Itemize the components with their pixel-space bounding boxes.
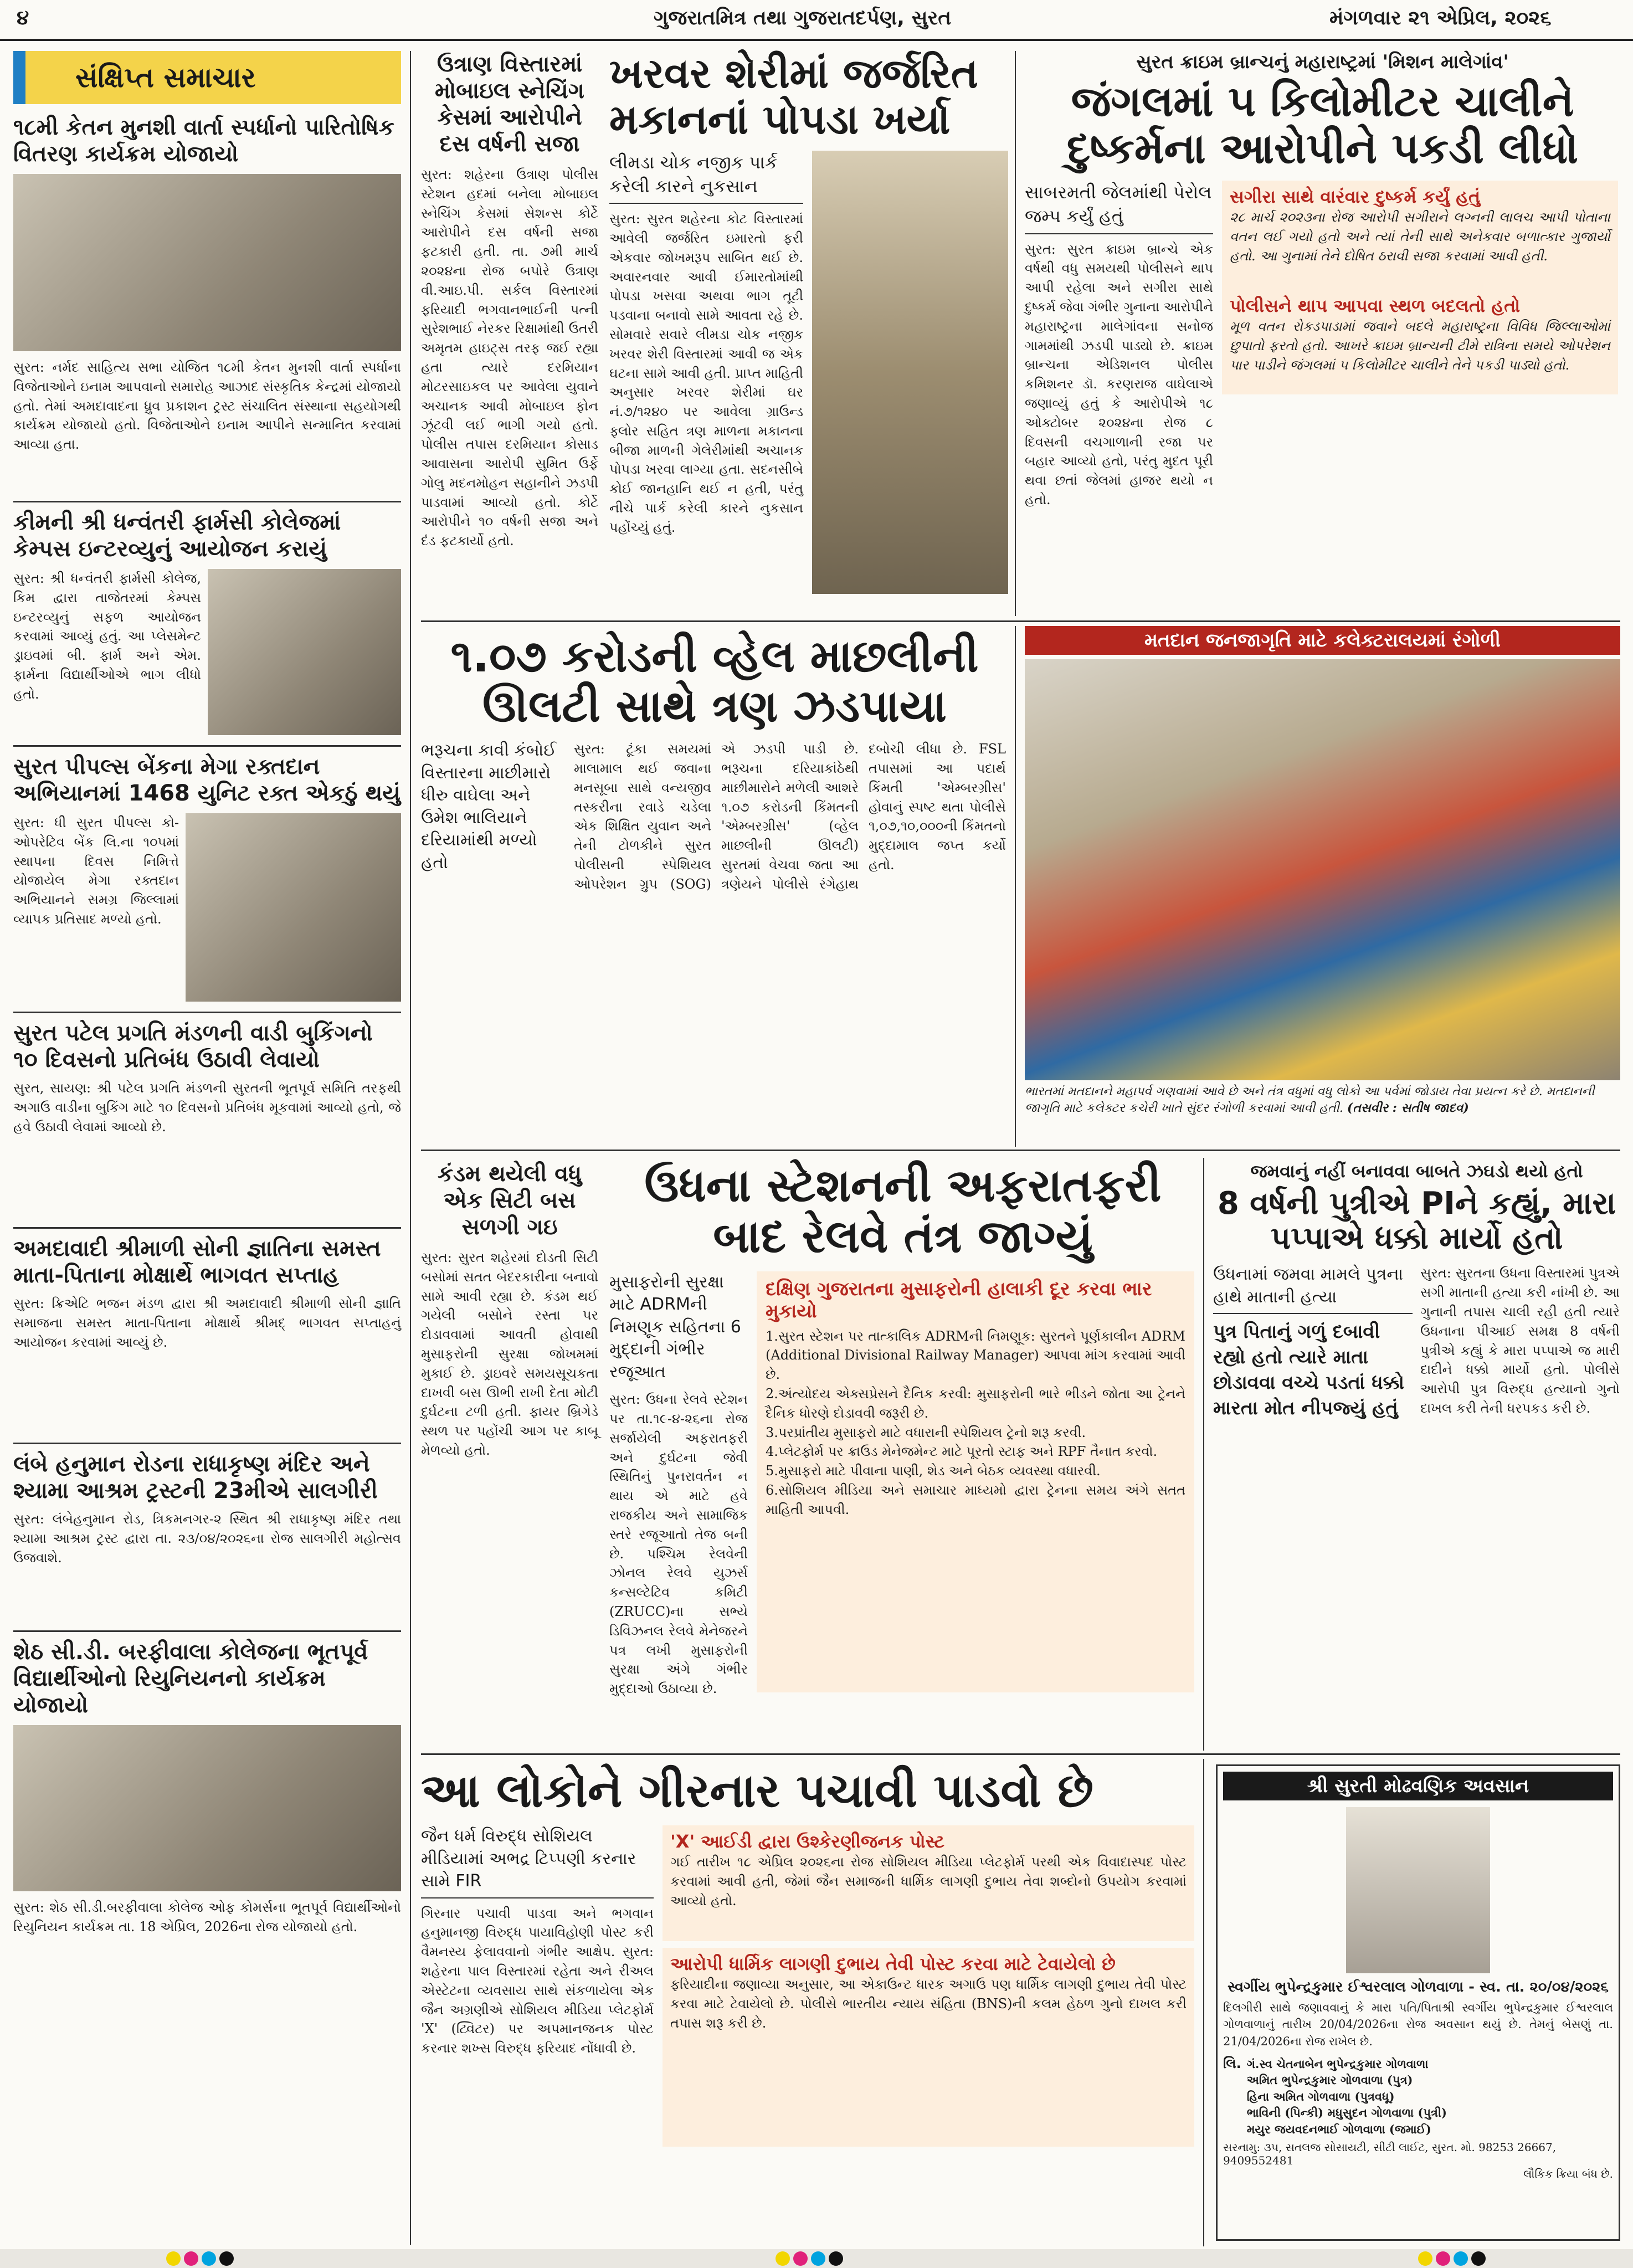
story-girnar-headline: આ લોકોને ગીરનાર પચાવી પાડવો છે — [421, 1763, 1093, 1818]
story-station-headline: ઉધના સ્ટેશનની અફરાતફરી બાદ રેલવે તંત્ર જાગ્યું — [644, 1159, 1162, 1263]
obituary-title: શ્રી સુરતી મોઢવણિક અવસાન — [1223, 1772, 1613, 1800]
family-member: ભાવિની (પિન્કી) મધુસુદન ગોળવાળા (પુત્રી) — [1246, 2106, 1447, 2120]
black-dot-icon — [829, 2251, 843, 2266]
page-number: ૪ — [17, 7, 29, 29]
station-box-point: 5.મુસાફરો માટે પીવાના પાણી, શેડ અને બેઠક વ્યવસ્થા વધારવી. — [766, 1463, 1101, 1479]
brief-title: સંક્ષિપ્ત સમાચાર — [75, 61, 256, 94]
story-mobile-body: સુરત: શહેરના ઉત્રાણ પોલીસ સ્ટેશન હદમાં બનેલા મોબાઇલ સ્નેચિંગ કેસમાં સેશન્સ કોર્ટે આરોપીને દસ વર્ષની સજા ફટકારી હતી. તા. ૭મી માર્ચ ૨૦૨૪ના રોજ બપોરે ઉત્રાણ વી.આઇ.પી. સર્કલ વિસ્તારમાં ફરિયાદી ભગવાનભાઈની પત્ની સુરેશભાઈ નેરકર રિક્ષામાંથી ઉતરી અમૃતમ હાઇટ્સ તરફ જઈ રહ્યા હતા ત્યારે દરમિયાન મોટરસાઇકલ પર આવેલા યુવાને અચાનક આવી મોબાઇલ ફોન ઝૂંટવી લઈ ભાગી ગયો હતો. પોલીસ તપાસ દરમિયાન કોસાડ આવાસના આરોપી સુમિત ઉર્ફે ગોલુ મદનમોહન સહાનીને ઝડપી પાડવામાં આવ્યો હતો. કોર્ટે આરોપીને ૧૦ વર્ષની સજા અને દંડ ફટકાર્યો હતો. — [421, 167, 598, 549]
brief-headline: શેઠ સી.ડી. બરફીવાલા કોલેજના ભૂતપૂર્વ વિદ્યાર્થીઓનો રિયુનિયનનો કાર્યક્રમ યોજાયો — [13, 1639, 368, 1718]
station-box-point: 3.પરપ્રાંતીય મુસાફરો માટે વધારાની સ્પેશિયલ ટ્રેનો શરૂ કરવી. — [766, 1424, 1086, 1440]
row-rule — [421, 1150, 1620, 1151]
cyan-dot-icon — [202, 2251, 216, 2266]
story-girnar — [421, 1764, 1196, 2241]
story-forest-body: સુરત: સુરત ક્રાઇમ બ્રાન્ચે એક વર્ષથી વધુ સમયથી પોલીસને થાપ આપી રહેલા અને સગીરા સાથે દુષ્કર્મ જેવા ગંભીર ગુનાના આરોપીને મહારાષ્ટ્રના માલેગાંવના સનોજ ગામમાંથી ઝડપી પાડ્યો છે. ક્રાઇમ બ્રાન્ચના એડિશનલ પોલીસ કમિશનર ડૉ. કરણરાજ વાઘેલાએ જણાવ્યું હતું કે આરોપીએ ૧૮ ઓક્ટોબર ૨૦૨૪ના રોજ ૮ દિવસની વચગાળાની રજા પર બહાર આવ્યો હતો, પરંતુ મુદત પૂરી થવા છતાં જેલમાં હાજર થયો ન હતો. — [1025, 241, 1213, 507]
obituary-footer: લૌકિક ક્રિયા બંધ છે. — [1523, 2167, 1613, 2180]
brief-item — [13, 1227, 401, 1433]
story-whale-headline: ૧.૦૭ કરોડની વ્હેલ માછલીની ઊલટી સાથે ત્રણ ઝડપાયા — [450, 630, 979, 732]
story-daughter-kicker: જમવાનું નહીં બનાવવા બાબતે ઝઘડો થયો હતો — [1250, 1161, 1583, 1182]
girnar-box2-body: ફરિયાદીના જણાવ્યા અનુસાર, આ એકાઉન્ટ ધારક અગાઉ પણ ધાર્મિક લાગણી દુભાય તેવી પોસ્ટ કરવા માટે ટેવાયેલો છે. પોલીસે ભારતીય ન્યાય સંહિતા (BNS)ની કલમ હેઠળ ગુનો દાખલ કરી તપાસ શરૂ કરી છે. — [670, 1977, 1187, 2031]
building-photo — [812, 151, 1008, 594]
story-forest-deck: સાબરમતી જેલમાંથી પેરોલ જમ્પ કર્યું હતું — [1025, 181, 1213, 234]
brief-body: સુરત: શેઠ સી.ડી.બરફીવાલા કોલેજ ઓફ કોમર્સના ભૂતપૂર્વ વિદ્યાર્થીઓનો રિયુનિયન કાર્યક્રમ તા. 18 એપ્રિલ, 2026ના રોજ યોજાયો હતો. — [13, 1900, 401, 1935]
brief-item — [13, 114, 401, 491]
rangoli-caption: ભારતમાં મતદાનને મહાપર્વ ગણવામાં આવે છે અને તંત્ર વધુમાં વધુ લોકો આ પર્વમાં જોડાય તેવા પ્રયત્ન કરે છે. મતદાનની જાગૃતિ માટે કલેક્ટર કચેરી ખાતે સુંદર રંગોળી કરવામાં આવી હતી. — [1025, 1085, 1595, 1115]
story-bus — [421, 1161, 598, 1748]
station-box-title: દક્ષિણ ગુજરાતના મુસાફરોની હાલાકી દૂર કરવા ભાર મુકાયો — [766, 1277, 1152, 1322]
family-member: હિના અમિત ગોળવાળા (પુત્રવધૂ) — [1246, 2089, 1395, 2103]
story-station-body: સુરત: ઉધના રેલવે સ્ટેશન પર તા.૧૯-૪-૨૬ના રોજ સર્જાયેલી અફરાતફરી અને દુર્ઘટના જેવી સ્થિતિનું પુનરાવર્તન ન થાય એ માટે હવે રાજકીય અને સામાજિક સ્તરે રજૂઆતો તેજ બની છે. પશ્ચિમ રેલવેની ઝોનલ રેલવે યુઝર્સ કન્સલ્ટેટિવ કમિટી (ZRUCC)ના સભ્યે ડિવિઝનલ રેલવે મેનેજરને પત્ર લખી મુસાફરોની સુરક્ષા અંગે ગંભીર મુદ્દાઓ ઉઠાવ્યા છે. — [609, 1392, 748, 1697]
story-forest-sub2-body: મૂળ વતન રોકડપાડામાં જવાને બદલે મહારાષ્ટ્રના વિવિધ જિલ્લાઓમાં છુપાતો ફરતો હતો. આખરે ક્રાઇમ બ્રાન્ચની ટીમે રાત્રિના સમયે ઓપરેશન પાર પાડીને જંગલમાં ૫ કિલોમીટર ચાલીને તેને પકડી પાડ્યો હતો. — [1230, 319, 1610, 373]
girnar-box-1 — [663, 1825, 1194, 1941]
story-building-deck: લીમડા ચોક નજીક પાર્ક કરેલી કારને નુકસાન — [609, 151, 803, 204]
brief-item — [13, 1443, 401, 1620]
girnar-box-2 — [663, 1948, 1194, 2147]
story-rangoli-title: મતદાન જનજાગૃતિ માટે કલેક્ટરાલયમાં રંગોળી — [1025, 626, 1620, 655]
brief-title-bar — [13, 51, 401, 104]
photo-credit: (તસવીર : સતીષ જાદવ) — [1347, 1100, 1469, 1115]
story-building — [609, 51, 1008, 616]
story-building-headline: ખરવર શેરીમાં જર્જરિત મકાનનાં પોપડા ખર્યા — [609, 50, 978, 143]
story-building-body: સુરત: સુરત શહેરના કોટ વિસ્તારમાં આવેલી જર્જરિત ઇમારતો ફરી એકવાર જોખમરૂપ સાબિત થઈ છે. અવારનવાર આવી ઈમારતોમાંથી પોપડા ખસવા અથવા ભાગ તૂટી પડવાના બનાવો સામે આવતા રહે છે. સોમવારે સવારે લીમડા ચોક નજીક ખરવર શેરી વિસ્તારમાં આવી જ એક ઘટના સામે આવી હતી. પ્રાપ્ત માહિતી અનુસાર ખરવર શેરીમાં ઘર નં.૭/૧૨૪૦ પર આવેલા ગ્રાઉન્ડ ફ્લોર સહિત ત્રણ માળના મકાનના બીજા માળની ગેલેરીમાંથી અચાનક પોપડા ખરવા લાગ્યા હતા. સદનસીબે કોઈ જાનહાનિ થઈ ન હતી, પરંતુ નીચે પાર્ક કરેલી કારને નુકસાન પહોંચ્યું હતું. — [609, 211, 803, 535]
story-station-deck: મુસાફરોની સુરક્ષા માટે ADRMની નિમણૂક સહિતના 6 મુદ્દાની ગંભીર રજૂઆત — [609, 1272, 741, 1382]
story-girnar-deck: જૈન ધર્મ વિરુદ્ધ સોશિયલ મીડિયામાં અભદ્ર ટિપ્પણી કરનાર સામે FIR — [421, 1825, 654, 1898]
story-bus-headline: કંડમ થયેલી વધુ એક સિટી બસ સળગી ગઇ — [437, 1161, 582, 1240]
brief-body: સુરત: નર્મદ સાહિત્ય સભા યોજિત ૧૮મી કેતન મુનશી વાર્તા સ્પર્ધાના વિજેતાઓને ઇનામ આપવાનો સમારોહ આઝાદ સંસ્કૃતિક કેન્દ્રમાં યોજાયો હતો. તેમાં અમદાવાદના ધ્રુવ પ્રકાશન ટ્રસ્ટ સંચાલિત સંસ્થાના સહયોગથી કાર્યક્રમ યોજાયો હતો. વિજેતાઓને ઇનામ આપીને સન્માનિત કરવામાં આવ્યા હતા. — [13, 360, 401, 453]
obituary-sign-label: લિ. — [1223, 2056, 1241, 2071]
station-box-point: 2.અંત્યોદય એક્સપ્રેસને દૈનિક કરવી: મુસાફરોની ભારે ભીડને જોતા આ ટ્રેનને દૈનિક ધોરણે દોડાવવી જરૂરી છે. — [766, 1386, 1185, 1421]
story-mobile — [421, 51, 598, 616]
station-box-point: 1.સુરત સ્ટેશન પર તાત્કાલિક ADRMની નિમણૂક: સુરતને પૂર્ણકાલીન ADRM (Additional Divisional Railway Manager) આપવા માંગ કરવામાં આવી છે. — [766, 1328, 1185, 1383]
brief-headline: સુરત પીપલ્સ બેંકના મેગા રક્તદાન અભિયાનમાં 1468 યુનિટ રક્ત એકઠું થયું — [13, 754, 401, 806]
magenta-dot-icon — [793, 2251, 808, 2266]
row-rule — [421, 620, 1620, 622]
family-member: મયુર જયવદનભાઈ ગોળવાળા (જમાઈ) — [1246, 2122, 1431, 2136]
rangoli-caption-wrap — [1025, 1084, 1620, 1139]
brief-body: સુરત, સાયણ: શ્રી પટેલ પ્રગતિ મંડળની સુરતની ભૂતપૂર્વ સમિતિ તરફથી અગાઉ વાડીના બુકિંગ માટે ૧૦ દિવસનો પ્રતિબંધ મૂકવામાં આવ્યો હતો, જે હવે ઉઠાવી લેવામાં આવ્યો છે. — [13, 1080, 401, 1135]
blood-donation-photo — [186, 813, 401, 1002]
brief-item — [13, 501, 401, 735]
story-whale-body: સુરત: ટૂંકા સમયમાં માલામાલ થઈ જવાના મનસૂબા સાથે વન્યજીવ તસ્કરીના રવાડે ચડેલા એક શિક્ષિત યુવાન અને તેની ટોળકીને સુરત પોલીસની સ્પેશિયલ ઓપરેશન ગ્રુપ (SOG) એ ઝડપી પાડી છે. ભરૂચના દરિયાકાંઠેથી માછીમારોને મળેલી આશરે ૧.૦૭ કરોડની કિંમતની 'એમ્બરગ્રીસ' (વ્હેલ માછલીની ઊલટી) સુરતમાં વેચવા જતા આ ત્રણેયને પોલીસે રંગેહાથ દબોચી લીધા છે. FSL તપાસમાં આ પદાર્થ કિંમતી 'એમ્બરગ્રીસ' હોવાનું સ્પષ્ટ થતા પોલીસે ૧,૦૭,૧૦,૦૦૦ની કિંમતનો મુદ્દામાલ જપ્ત કર્યો હતો. — [574, 741, 1006, 892]
story-daughter — [1213, 1161, 1620, 1748]
column-rule — [1203, 1158, 1204, 1751]
story-forest-sub1-body: ૨૮ માર્ચ ૨૦૨૩ના રોજ આરોપી સગીરાને લગ્નની લાલચ આપી પોતાના વતન લઈ ગયો હતો અને ત્યાં તેની સાથે અનેકવાર બળાત્કાર ગુજાર્યો હતો. આ ગુનામાં તેને દોષિત ઠરાવી સજા કરવામાં આવી હતી. — [1230, 209, 1610, 264]
cyan-dot-icon — [1454, 2251, 1468, 2266]
story-bus-body: સુરત: સુરત શહેરમાં દોડતી સિટી બસોમાં સતત બેદરકારીના બનાવો સામે આવી રહ્યા છે. કંડમ થઈ ગયેલી બસોને રસ્તા પર દોડાવવામાં આવતી હોવાથી મુસાફરોની સુરક્ષા જોખમમાં મુકાઈ છે. ડ્રાઇવરે સમયસૂચકતા દાખવી બસ ઊભી રાખી દેતા મોટી દુર્ઘટના ટળી હતી. ફાયર બ્રિગેડે સ્થળ પર પહોંચી આગ પર કાબૂ મેળવ્યો હતો. — [421, 1250, 598, 1458]
obituary-address: સરનામુ: ૩૫, સતલજ સોસાયટી, સીટી લાઈટ, સુરત. મો. 98253 26667, 9409552481 — [1223, 2140, 1557, 2167]
story-forest-sub1-title: સગીરા સાથે વારંવાર દુષ્કર્મ કર્યું હતું — [1230, 186, 1481, 208]
brief-body: સુરત: ક્રિએટિ ભજન મંડળ દ્વારા શ્રી અમદાવાદી શ્રીમાળી સોની જ્ઞાતિ સમાજના સમસ્ત માતા-પિતાના મોક્ષાર્થે શ્રીમદ્ ભાગવત સપ્તાહનું આયોજન કરવામાં આવ્યું છે. — [13, 1296, 401, 1350]
award-photo — [13, 174, 401, 351]
story-forest-sub2-title: પોલીસને થાપ આપવા સ્થળ બદલતો હતો — [1230, 295, 1521, 317]
brief-headline: કીમની શ્રી ધન્વંતરી ફાર્મસી કોલેજમાં કેમ્પસ ઇન્ટરવ્યુનું આયોજન કરાયું — [13, 510, 341, 562]
girnar-box2-title: આરોપી ધાર્મિક લાગણી દુભાય તેવી પોસ્ટ કરવા માટે ટેવાયેલો છે — [670, 1953, 1116, 1975]
story-forest-headline: જંગલમાં ૫ કિલોમીટર ચાલીને દુષ્કર્મના આરોપીને પકડી લીધો — [1066, 76, 1579, 173]
print-registration-strip — [0, 2249, 1633, 2268]
column-rule — [1203, 1759, 1204, 2246]
story-rangoli — [1025, 626, 1620, 1147]
brief-item — [13, 1012, 401, 1217]
brief-headline: અમદાવાદી શ્રીમાળી સોની જ્ઞાતિના સમસ્ત માતા-પિતાના મોક્ષાર્થે ભાગવત સપ્તાહ — [13, 1236, 381, 1288]
obituary-name: સ્વર્ગીય ભુપેન્દ્રકુમાર ઈશ્વરલાલ ગોળવાળા - સ્વ. તા. ૨૦/૦૪/૨૦૨૬ — [1228, 1979, 1609, 1995]
cyan-dot-icon — [811, 2251, 825, 2266]
girnar-box1-body: ગઈ તારીખ ૧૮ એપ્રિલ ૨૦૨૬ના રોજ સોશિયલ મીડિયા પ્લેટફોર્મ પરથી એક વિવાદાસ્પદ પોસ્ટ કરવામાં આવી હતી, જેમાં જૈન સમાજની ધાર્મિક લાગણી દુભાય તેવા શબ્દોનો ઉપયોગ કરવામાં આવ્યો હતો. — [670, 1854, 1187, 1908]
rangoli-photo — [1025, 659, 1620, 1080]
story-daughter-deck: ઉધનામાં જમવા મામલે પુત્રના હાથે માતાની હત્યા — [1213, 1264, 1413, 1314]
magenta-dot-icon — [184, 2251, 198, 2266]
column-rule — [410, 51, 411, 2245]
station-box-point: 6.સોશિયલ મીડિયા અને સમાચાર માધ્યમો દ્વારા ટ્રેનના સમય અંગે સતત માહિતી આપવી. — [766, 1482, 1185, 1517]
story-girnar-body: ગિરનાર પચાવી પાડવા અને ભગવાન હનુમાનજી વિરુદ્ધ પાયાવિહોણી પોસ્ટ કરી વૈમનસ્ય ફેલાવવાનો ગંભીર આક્ષેપ. સુરત: શહેરના પાલ વિસ્તારમાં રહેતા અને રીઅલ એસ્ટેટના વ્યવસાય સાથે સંકળાયેલા એક જૈન અગ્રણીએ સોશિયલ મીડિયા પ્લેટફોર્મ 'X' (ટ્વિટર) પર અપમાનજનક પોસ્ટ કરનાર શખ્સ વિરુદ્ધ ફરિયાદ નોંધાવી છે. — [421, 1905, 654, 2056]
brief-headline: લંબે હનુમાન રોડના રાધાકૃષ્ણ મંદિર અને શ્યામા આશ્રમ ટ્રસ્ટની 23મીએ સાલગીરી — [13, 1451, 378, 1504]
story-mobile-headline: ઉત્રાણ વિસ્તારમાં મોબાઇલ સ્નેચિંગ કેસમાં આરોપીને દસ વર્ષની સજા — [435, 52, 584, 157]
story-forest — [1025, 51, 1620, 616]
obituary-box — [1216, 1764, 1620, 2241]
story-station — [609, 1161, 1196, 1748]
story-daughter-body: સુરત: સુરતના ઉધના વિસ્તારમાં પુત્રએ સગી માતાની હત્યા કરી નાંખી છે. આ ગુનાની તપાસ ચાલી રહી હતી ત્યારે ઉધનાના પીઆઈ સમક્ષ 8 વર્ષની પુત્રીએ કહ્યું કે મારા પપ્પાએ જ મારી દાદીને ધક્કો માર્યો હતો. પોલીસે આરોપી પુત્ર વિરુદ્ધ હત્યાનો ગુનો દાખલ કરી તેની ધરપકડ કરી છે. — [1420, 1265, 1620, 1417]
magenta-dot-icon — [1436, 2251, 1450, 2266]
yellow-dot-icon — [776, 2251, 790, 2266]
station-box-point: 4.પ્લેટફોર્મ પર ક્રાઉડ મેનેજમેન્ટ માટે પૂરતો સ્ટાફ અને RPF તૈનાત કરવો. — [766, 1444, 1158, 1460]
obituary-body: દિલગીરી સાથે જણાવવાનું કે મારા પતિ/પિતાશ્રી સ્વર્ગીય ભુપેન્દ્રકુમાર ઈશ્વરલાલ ગોળવાળાનું તારીખ 20/04/2026ના રોજ અવસાન થયું છે. તેમનું બેસણું તા. 21/04/2026ના રોજ રાખેલ છે. — [1223, 2001, 1613, 2048]
brief-body: સુરત: શ્રી ધન્વંતરી ફાર્મસી કોલેજ, કિમ દ્વારા તાજેતરમાં કેમ્પસ ઇન્ટરવ્યુનું સફળ આયોજન કરવામાં આવ્યું હતું. આ પ્લેસમેન્ટ ડ્રાઇવમાં બી. ફાર્મ અને એમ. ફાર્મના વિદ્યાર્થીઓએ ભાગ લીધો હતો. — [13, 571, 202, 702]
station-demands-box — [757, 1271, 1194, 1692]
brief-news-column — [13, 51, 401, 2261]
yellow-dot-icon — [1418, 2251, 1432, 2266]
brief-headline: ૧૮મી કેતન મુનશી વાર્તા સ્પર્ધાનો પારિતોષિક વિતરણ કાર્યક્રમ યોજાયો — [13, 115, 394, 167]
column-rule — [1015, 51, 1016, 616]
yellow-dot-icon — [166, 2251, 181, 2266]
brief-body: સુરત: લંબેહનુમાન રોડ, ત્રિકમનગર-૨ સ્થિત શ્રી રાધાકૃષ્ણ મંદિર તથા શ્યામા આશ્રમ ટ્રસ્ટ દ્વારા તા. ૨૩/૦૪/૨૦૨૬ના રોજ સાલગીરી મહોત્સવ ઉજવાશે. — [13, 1511, 401, 1566]
family-member: ગં.સ્વ ચેતનાબેન ભુપેન્દ્રકુમાર ગોળવાળા — [1246, 2057, 1429, 2071]
brief-item — [13, 1630, 401, 1987]
brief-item — [13, 745, 401, 1002]
page-header — [0, 0, 1633, 41]
reunion-photo — [13, 1725, 401, 1891]
black-dot-icon — [1471, 2251, 1486, 2266]
row-rule — [421, 1753, 1620, 1755]
story-whale-deck: ભરૂચના કાવી કંબોઈ વિસ્તારના માછીમારો ધીરુ વાઘેલા અને ઉમેશ ભાલિયાને દરિયામાંથી મળ્યો હતો — [421, 741, 557, 873]
brief-body: સુરત: ધી સુરત પીપલ્સ કો-ઓપરેટિવ બેંક લિ.ના ૧૦૫માં સ્થાપના દિવસ નિમિત્તે યોજાયેલ મેગા રક્તદાન અભિયાનને સમગ્ર જિલ્લામાં વ્યાપક પ્રતિસાદ મળ્યો હતો. — [13, 815, 179, 927]
black-dot-icon — [219, 2251, 234, 2266]
story-daughter-quote: પુત્ર પિતાનું ગળું દબાવી રહ્યો હતો ત્યારે માતા છોડાવવા વચ્ચે પડતાં ધક્કો મારતા મોત નીપજ્યું હતું — [1213, 1321, 1405, 1420]
story-forest-kicker: સુરત ક્રાઇમ બ્રાન્ચનું મહારાષ્ટ્રમાં 'મિશન માલેગાંવ' — [1136, 51, 1509, 73]
issue-date: મંગળવાર ૨૧ એપ્રિલ, ૨૦૨૬ — [1329, 7, 1552, 29]
paper-name: ગુજરાતમિત્ર તથા ગુજરાતદર્પણ, સુરત — [654, 7, 952, 29]
story-whale — [421, 632, 1008, 1141]
column-rule — [1015, 626, 1016, 1147]
obituary-portrait — [1346, 1807, 1490, 1973]
girnar-box1-title: 'X' આઈડી દ્વારા ઉશ્કેરણીજનક પોસ્ટ — [670, 1831, 945, 1853]
brief-headline: સુરત પટેલ પ્રગતિ મંડળની વાડી બુકિંગનો ૧૦ દિવસનો પ્રતિબંધ ઉઠાવી લેવાયો — [13, 1020, 373, 1073]
family-member: અમિત ભુપેન્દ્રકુમાર ગોળવાળા (પુત્ર) — [1246, 2073, 1413, 2087]
story-daughter-headline: 8 વર્ષની પુત્રીએ PIને કહ્યું, મારા પપ્પાએ ધક્કો માર્યો હતો — [1217, 1186, 1616, 1256]
campus-photo — [208, 569, 401, 735]
